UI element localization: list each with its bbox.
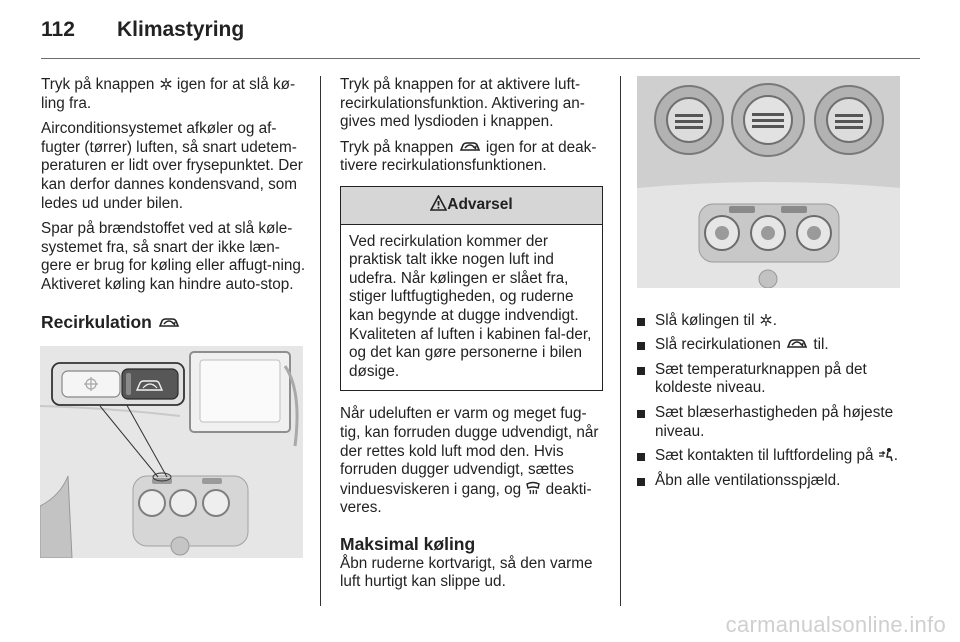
list-item: Slå kølingen til . <box>637 312 900 331</box>
warning-text: Ved recirkulation kommer der praktisk talt ikke nogen luft ind udefra. Når kølingen er slået fra, stiger luftfugtigheden, og ruderne kan begynde at dugge indvendigt. Kvaliteten af luften i kabinen fal-der, og det kan gøre personerne i bilen døsige. <box>349 232 592 380</box>
list-item: Sæt blæserhastigheden på højeste niveau. <box>637 404 900 441</box>
paragraph-ac-off: Tryk på knappen igen for at slå kø-ling fra. <box>41 76 296 112</box>
recirculation-icon <box>785 336 809 351</box>
paragraph-open-windows: Åbn ruderne kortvarigt, så den varme luft hurtigt kan slippe ud. <box>340 554 593 591</box>
list-item: Sæt temperaturknappen på det koldeste niveau. <box>637 361 900 398</box>
page-header <box>41 18 244 42</box>
list-item: Åbn alle ventilationsspjæld. <box>637 472 900 491</box>
heading-max-cooling: Maksimal køling <box>340 533 476 554</box>
paragraph-ac-info: Airconditionsystemet afkøler og af-fugter (tørrer) luften, så snart udetem-peraturen er lidt over frysepunktet. Der kan derfor dannes kondensvand, som ledes ud under bilen. <box>41 120 303 212</box>
page-title: Klimastyring <box>117 18 245 41</box>
watermark: carmanualsonline.info <box>725 612 946 637</box>
paragraph-deactivate-recirc: Tryk på knappen igen for at deak-tivere recirkulationsfunktionen. <box>340 138 597 175</box>
page-number: 112 <box>41 18 75 41</box>
snowflake-icon <box>759 313 773 327</box>
list-item: Sæt kontakten til luftfordeling på . <box>637 447 900 466</box>
header-rule <box>41 58 920 59</box>
column-1 <box>41 76 309 333</box>
paragraph-windscreen-fog: Når udeluften er varm og meget fug-tig, kan forruden dugge udvendigt, når der rettes kold luft mod den. Hvis forruden dugger udvendigt, sættes vinduesviskeren i gang, og deakti-veres. <box>340 405 599 517</box>
cooling-steps-list <box>637 312 900 491</box>
paragraph-activate-recirc: Tryk på knappen for at aktivere luft-recirkulationsfunktion. Aktivering an-gives med lysdioden i knappen. <box>340 76 585 131</box>
warning-title: Advarsel <box>341 187 602 225</box>
column-2 <box>340 76 603 599</box>
snowflake-icon <box>159 77 173 91</box>
column-3 <box>637 76 900 496</box>
climate-control-panel-illustration <box>637 76 900 288</box>
heading-recirculation: Recirkulation <box>41 312 309 333</box>
warning-triangle-icon <box>430 195 447 211</box>
paragraph-fuel-saving: Spar på brændstoffet ved at slå køle-systemet fra, så snart der ikke læn-gere er brug for køling eller affugt-ning. Aktiveret køling kan hindre auto-stop. <box>41 220 306 293</box>
list-item: Slå recirkulationen til. <box>637 336 900 355</box>
windscreen-defrost-icon <box>525 480 541 496</box>
dashboard-recirculation-illustration <box>40 346 303 558</box>
recirculation-icon <box>458 139 482 154</box>
recirculation-icon <box>157 315 181 330</box>
warning-box <box>340 186 603 391</box>
column-divider-2 <box>620 76 621 606</box>
column-divider-1 <box>320 76 321 606</box>
air-distribution-icon <box>878 447 894 462</box>
